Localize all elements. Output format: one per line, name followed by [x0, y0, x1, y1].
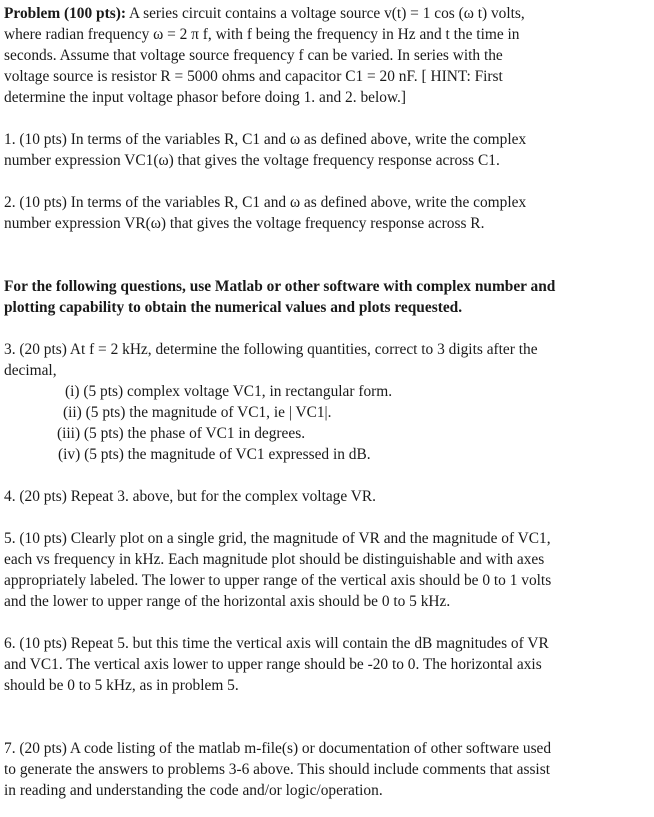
- question-6-line-2: and VC1. The vertical axis lower to upper range should be -20 to 0. The horizontal axis: [4, 656, 542, 673]
- question-1-line-1: 1. (10 pts) In terms of the variables R, C1 and ω as defined above, write the complex: [4, 131, 527, 148]
- question-6: [4, 633, 652, 696]
- question-2: [4, 192, 652, 234]
- question-4: [4, 486, 652, 507]
- question-6-line-1: 6. (10 pts) Repeat 5. but this time the vertical axis will contain the dB magnitudes of VR: [4, 635, 549, 652]
- instructions-line-1: For the following questions, use Matlab or other software with complex number and: [4, 278, 556, 295]
- problem-line-1: Problem (100 pts): A series circuit contains a voltage source v(t) = 1 cos (ω t) volts,: [4, 5, 525, 22]
- problem-line-3: seconds. Assume that voltage source frequency f can be varied. In series with the: [4, 47, 503, 64]
- question-3-line-1: 3. (20 pts) At f = 2 kHz, determine the following quantities, correct to 3 digits after the: [4, 341, 538, 358]
- problem-line-2: where radian frequency ω = 2 π f, with f being the frequency in Hz and t the time in: [4, 26, 520, 43]
- question-5-line-4: and the lower to upper range of the horizontal axis should be 0 to 5 kHz.: [4, 593, 451, 610]
- question-3-item-iv: (iv) (5 pts) the magnitude of VC1 expressed in dB.: [58, 446, 371, 463]
- question-5-line-2: each vs frequency in kHz. Each magnitude plot should be distinguishable and with axes: [4, 551, 545, 568]
- question-3-item-iii: (iii) (5 pts) the phase of VC1 in degrees.: [57, 425, 306, 442]
- question-6-line-3: should be 0 to 5 kHz, as in problem 5.: [4, 677, 239, 694]
- problem-statement: [4, 3, 652, 108]
- question-3-item-ii: (ii) (5 pts) the magnitude of VC1, ie | VC1|.: [63, 404, 332, 421]
- question-7-line-1: 7. (20 pts) A code listing of the matlab m-file(s) or documentation of other software used: [4, 740, 552, 757]
- question-2-line-2: number expression VR(ω) that gives the voltage frequency response across R.: [4, 215, 485, 232]
- problem-line-5: determine the input voltage phasor before doing 1. and 2. below.]: [4, 89, 407, 106]
- problem-document: [4, 3, 652, 801]
- question-7: [4, 738, 652, 801]
- problem-line-4: voltage source is resistor R = 5000 ohms and capacitor C1 = 20 nF. [ HINT: First: [4, 68, 503, 85]
- question-3-item-i: (i) (5 pts) complex voltage VC1, in rectangular form.: [65, 383, 393, 400]
- question-3: [4, 339, 652, 465]
- question-7-line-2: to generate the answers to problems 3-6 above. This should include comments that assist: [4, 761, 550, 778]
- question-3-subitems: [4, 381, 652, 465]
- question-5-line-3: appropriately labeled. The lower to upper range of the vertical axis should be 0 to 1 volts: [4, 572, 552, 589]
- question-1: [4, 129, 652, 171]
- instructions-line-2: plotting capability to obtain the numerical values and plots requested.: [4, 299, 463, 316]
- question-3-line-2: decimal,: [4, 362, 57, 379]
- software-instructions: [4, 276, 652, 318]
- question-7-line-3: in reading and understanding the code and/or logic/operation.: [4, 782, 383, 799]
- question-5-line-1: 5. (10 pts) Clearly plot on a single grid, the magnitude of VR and the magnitude of VC1,: [4, 530, 551, 547]
- question-5: [4, 528, 652, 612]
- problem-header: Problem (100 pts):: [4, 5, 126, 22]
- question-4-line-1: 4. (20 pts) Repeat 3. above, but for the complex voltage VR.: [4, 488, 376, 505]
- question-2-line-1: 2. (10 pts) In terms of the variables R, C1 and ω as defined above, write the complex: [4, 194, 527, 211]
- question-1-line-2: number expression VC1(ω) that gives the voltage frequency response across C1.: [4, 152, 500, 169]
